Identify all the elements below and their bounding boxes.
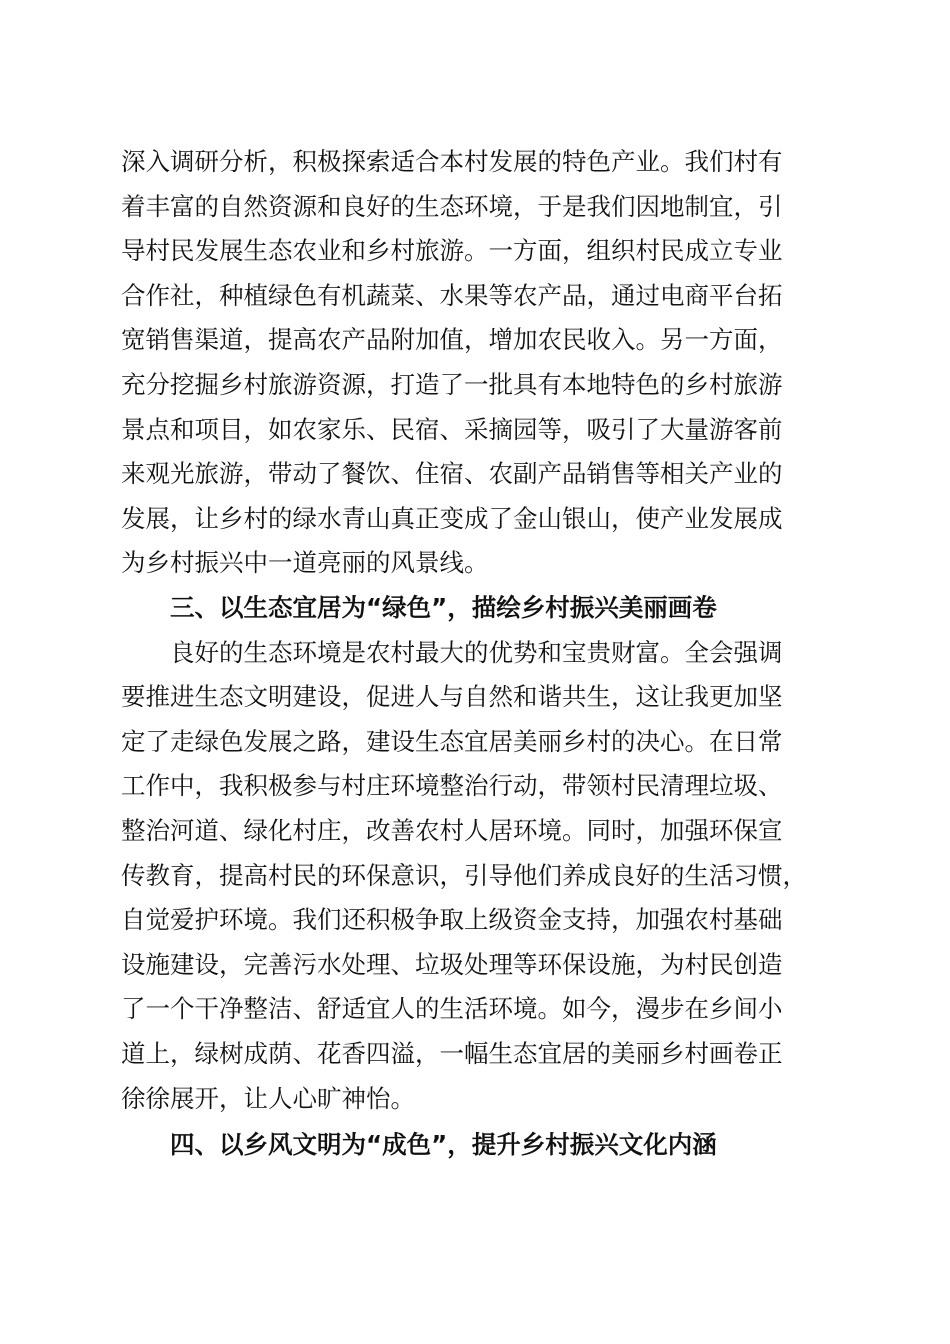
paragraph-line: 传教育，提高村民的环保意识，引导他们养成良好的生活习惯， bbox=[121, 860, 807, 890]
paragraph-line: 景点和项目，如农家乐、民宿、采摘园等，吸引了大量游客前 bbox=[121, 414, 783, 444]
paragraph-line: 整治河道、绿化村庄，改善农村人居环境。同时，加强环保宣 bbox=[121, 816, 783, 845]
paragraph-line: 工作中，我积极参与村庄环境整治行动，带领村民清理垃圾、 bbox=[121, 771, 783, 801]
paragraph-line: 了一个干净整洁、舒适宜人的生活环境。如今，漫步在乡间小 bbox=[121, 994, 783, 1024]
section-heading-4: 四、以乡风文明为“成色”，提升乡村振兴文化内涵 bbox=[170, 1130, 717, 1159]
paragraph-line: 良好的生态环境是农村最大的优势和宝贵财富。全会强调 bbox=[170, 637, 783, 667]
paragraph-line: 道上，绿树成荫、花香四溢，一幅生态宜居的美丽乡村画卷正 bbox=[121, 1039, 783, 1068]
paragraph-line: 着丰富的自然资源和良好的生态环境，于是我们因地制宜，引 bbox=[121, 191, 783, 221]
paragraph-line: 来观光旅游，带动了餐饮、住宿、农副产品销售等相关产业的 bbox=[121, 459, 783, 489]
paragraph-line: 发展，让乡村的绿水青山真正变成了金山银山，使产业发展成 bbox=[121, 503, 783, 533]
paragraph-line: 宽销售渠道，提高农产品附加值，增加农民收入。另一方面， bbox=[121, 325, 783, 355]
paragraph-line: 深入调研分析，积极探索适合本村发展的特色产业。我们村有 bbox=[121, 147, 783, 176]
section-heading-3: 三、以生态宜居为“绿色”，描绘乡村振兴美丽画卷 bbox=[170, 593, 717, 622]
paragraph-line: 徐徐展开，让人心旷神怡。 bbox=[121, 1083, 415, 1113]
paragraph-line: 定了走绿色发展之路，建设生态宜居美丽乡村的决心。在日常 bbox=[121, 726, 783, 756]
paragraph-line: 充分挖掘乡村旅游资源，打造了一批具有本地特色的乡村旅游 bbox=[121, 370, 783, 399]
paragraph-line: 合作社，种植绿色有机蔬菜、水果等农产品，通过电商平台拓 bbox=[121, 280, 783, 310]
paragraph-line: 自觉爱护环境。我们还积极争取上级资金支持，加强农村基础 bbox=[121, 905, 783, 935]
paragraph-line: 导村民发展生态农业和乡村旅游。一方面，组织村民成立专业 bbox=[121, 236, 783, 266]
paragraph-line: 为乡村振兴中一道亮丽的风景线。 bbox=[121, 548, 489, 578]
paragraph-line: 要推进生态文明建设，促进人与自然和谐共生，这让我更加坚 bbox=[121, 682, 783, 712]
paragraph-line: 设施建设，完善污水处理、垃圾处理等环保设施，为村民创造 bbox=[121, 949, 783, 979]
